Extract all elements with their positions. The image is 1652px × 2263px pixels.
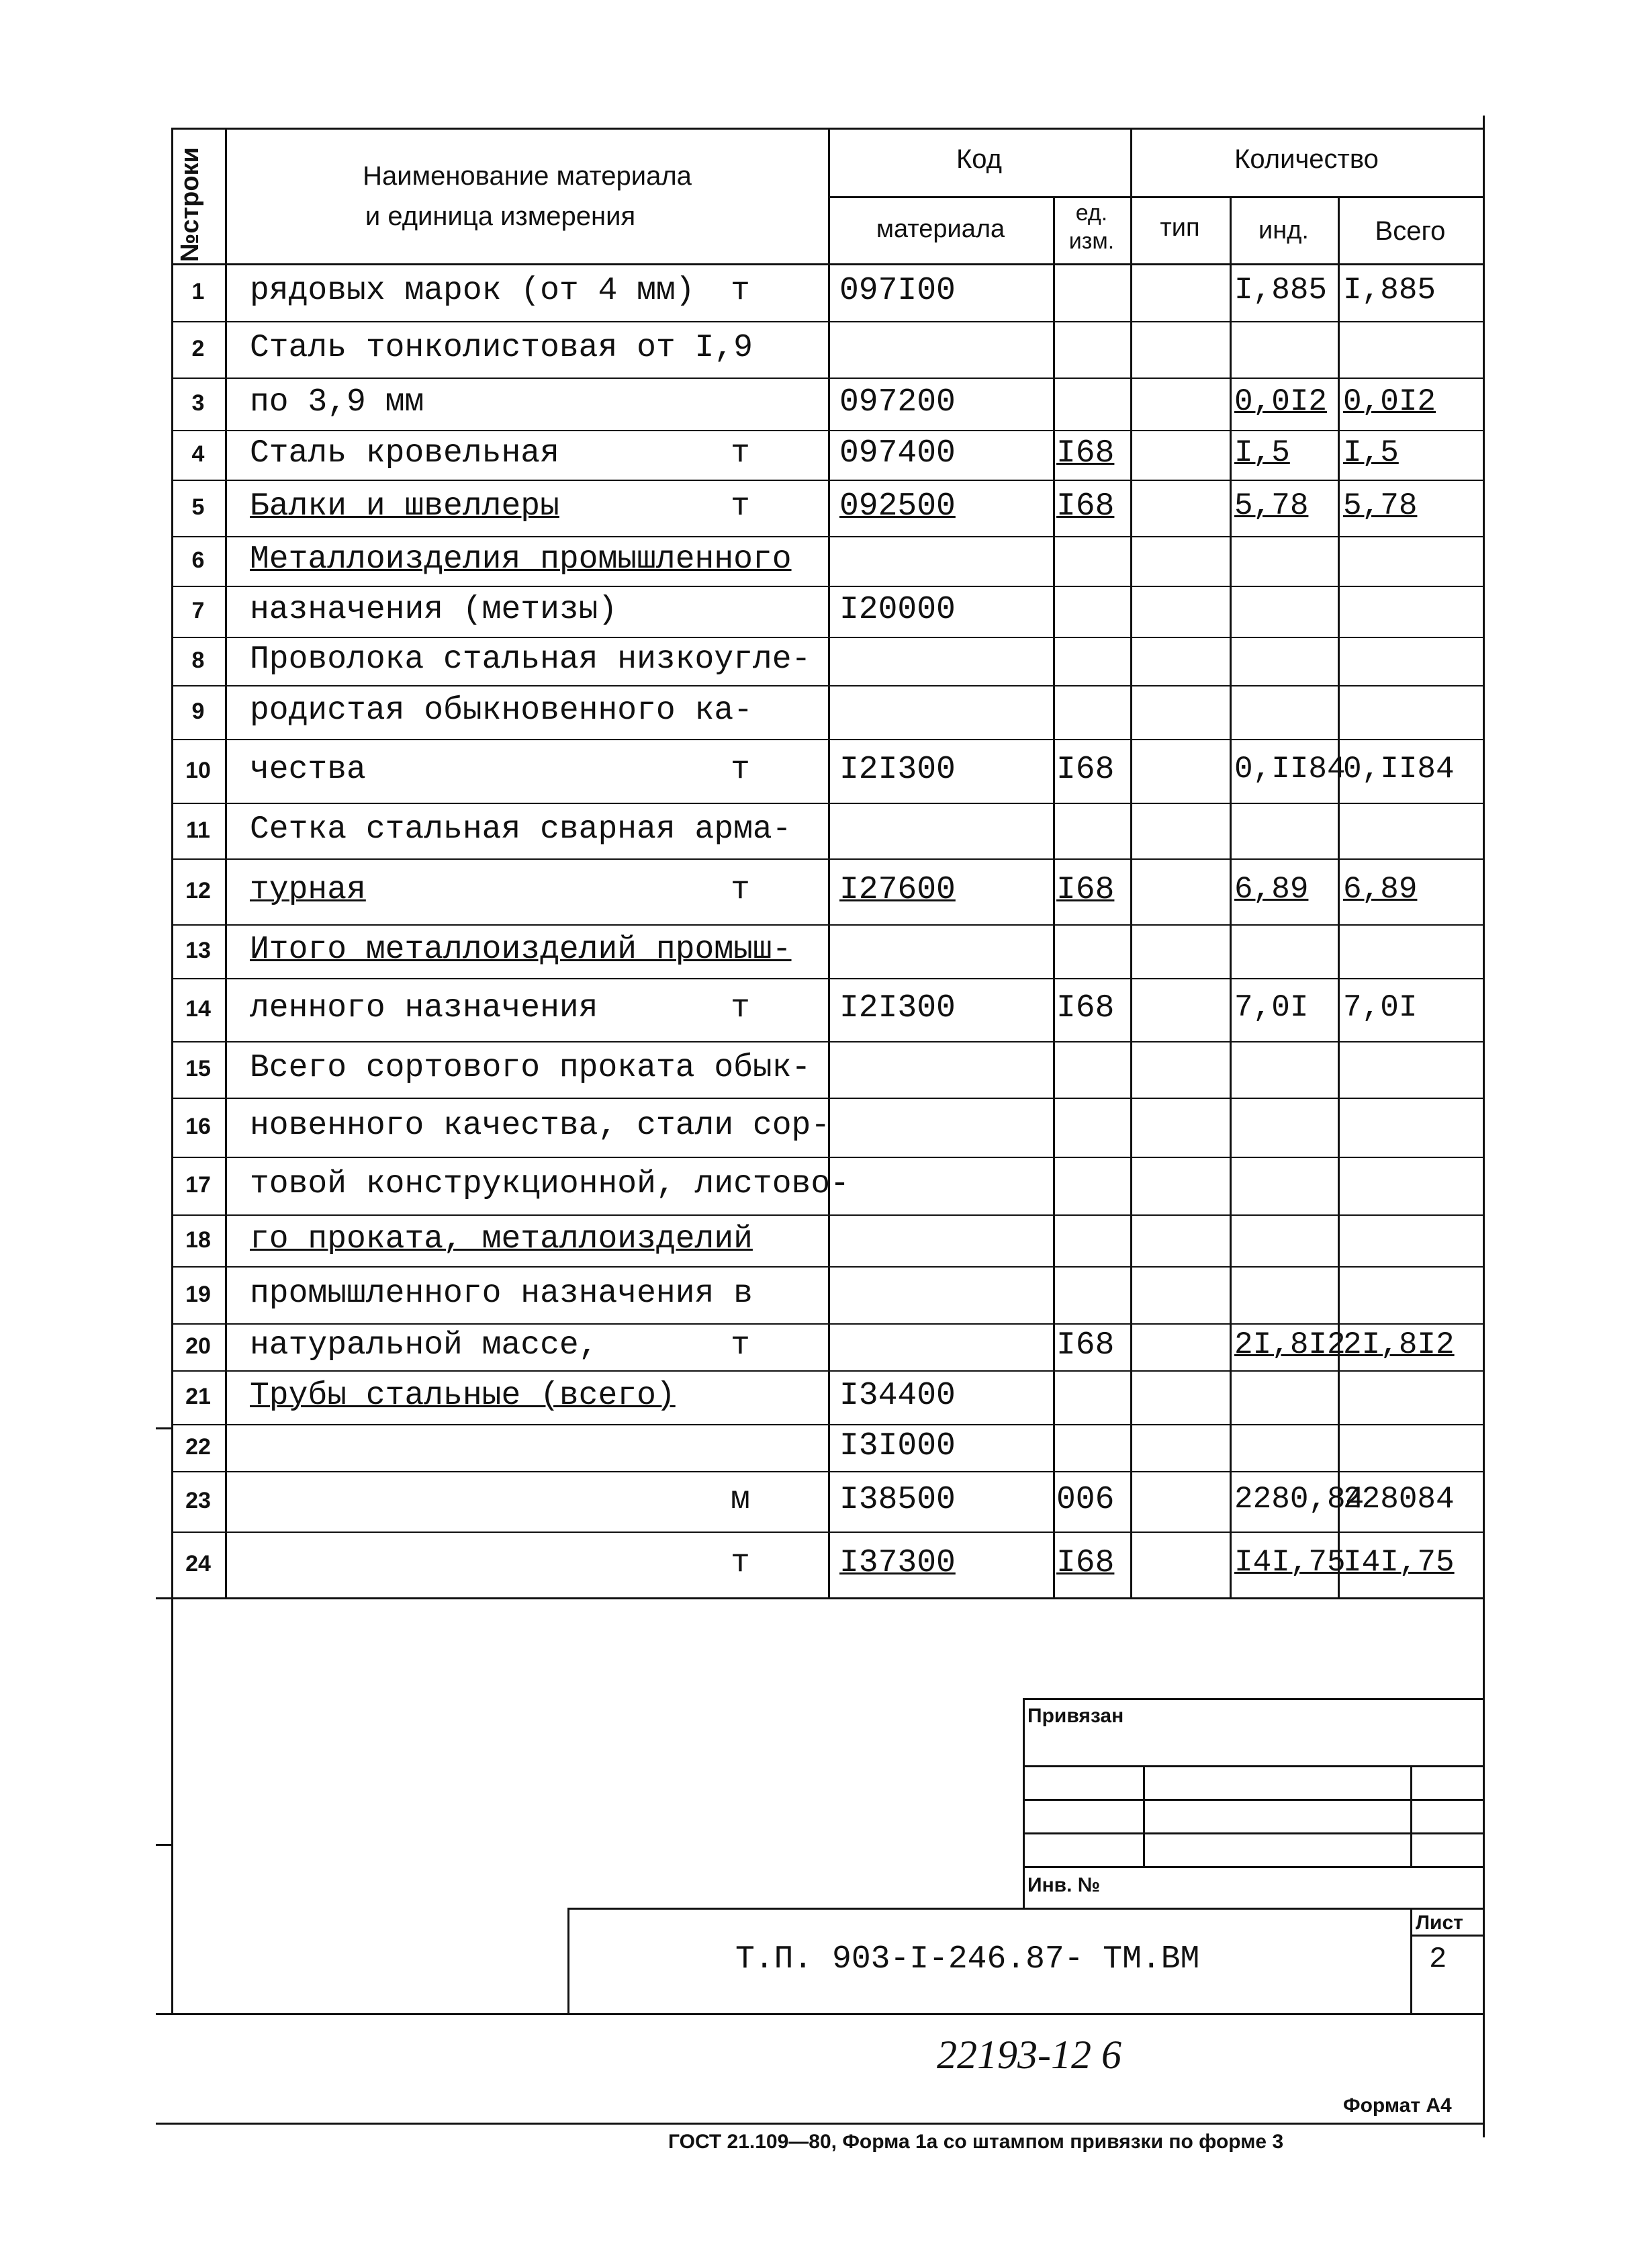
row-number: 11 — [186, 817, 210, 843]
unit-code-header-line2: изм. — [1068, 228, 1115, 254]
cell-uc: I68 — [1056, 990, 1115, 1026]
cell-ind: 2I,8I2 — [1234, 1327, 1346, 1362]
cell-total: 2I,8I2 — [1343, 1327, 1455, 1362]
row-number: 23 — [185, 1488, 211, 1513]
cell-name: чества — [250, 752, 366, 788]
cell-name: Всего сортового проката обык- — [250, 1050, 811, 1086]
cell-name: товой конструкционной, листово- — [250, 1166, 850, 1202]
privyazan-label: Привязан — [1027, 1705, 1124, 1727]
row-number: 21 — [185, 1384, 211, 1409]
row-number-header: №строки — [176, 147, 204, 262]
row-number: 16 — [185, 1114, 211, 1139]
material-code-header: материала — [876, 215, 1005, 243]
quantity-header: Количество — [1234, 144, 1379, 174]
cell-name: родистая обыкновенного ка- — [250, 693, 753, 729]
cell-unit: т — [731, 1545, 750, 1581]
type-header: тип — [1160, 214, 1200, 242]
row-number: 4 — [191, 441, 205, 467]
cell-unit: т — [731, 488, 750, 525]
cell-ind: 2280,84 — [1234, 1482, 1365, 1517]
cell-unit: т — [731, 872, 750, 908]
cell-code: 097200 — [839, 384, 956, 420]
cell-name: турная — [250, 872, 366, 908]
total-header: Всего — [1375, 216, 1446, 246]
row-number: 17 — [185, 1172, 211, 1198]
cell-total: 5,78 — [1343, 488, 1418, 523]
row-number: 22 — [185, 1434, 211, 1460]
cell-code: I37300 — [839, 1545, 956, 1581]
cell-unit: т — [731, 1327, 750, 1364]
cell-total: 6,89 — [1343, 872, 1418, 907]
cell-ind: 0,0I2 — [1234, 384, 1328, 419]
row-number: 10 — [185, 758, 211, 783]
cell-uc: I68 — [1056, 435, 1115, 472]
cell-code: I27600 — [839, 872, 956, 908]
cell-code: 097I00 — [839, 273, 956, 309]
row-number: 14 — [185, 996, 211, 1022]
cell-code: I38500 — [839, 1482, 956, 1518]
row-number: 19 — [185, 1282, 211, 1307]
cell-ind: I4I,75 — [1234, 1545, 1346, 1580]
row-number: 13 — [185, 938, 211, 963]
ind-header: инд. — [1258, 216, 1309, 245]
sheet-number: 2 — [1429, 1943, 1447, 1976]
cell-uc: I68 — [1056, 1545, 1115, 1581]
row-number: 1 — [191, 279, 205, 304]
row-number: 7 — [191, 598, 205, 623]
cell-ind: I,5 — [1234, 435, 1290, 470]
cell-name: Сетка стальная сварная арма- — [250, 811, 792, 848]
cell-name: промышленного назначения в — [250, 1276, 753, 1312]
row-number: 18 — [185, 1227, 211, 1253]
cell-name: Металлоизделия промышленного — [250, 541, 792, 578]
cell-uc: I68 — [1056, 488, 1115, 525]
cell-total: 228084 — [1343, 1482, 1455, 1517]
row-number: 2 — [191, 336, 205, 361]
row-number: 9 — [191, 699, 205, 724]
cell-code: I2I300 — [839, 990, 956, 1026]
cell-name: Итого металлоизделий промыш- — [250, 932, 792, 968]
document-code: Т.П. 903-I-246.87- ТМ.ВМ — [735, 1941, 1200, 1978]
handwritten-number: 22193-12 6 — [937, 2033, 1121, 2077]
cell-total: I4I,75 — [1343, 1545, 1455, 1580]
name-header-line2: и единица измерения — [365, 202, 636, 231]
cell-ind: 6,89 — [1234, 872, 1309, 907]
cell-unit: т — [731, 752, 750, 788]
cell-name: ленного назначения — [250, 990, 598, 1026]
cell-ind: 5,78 — [1234, 488, 1309, 523]
sheet-label: Лист — [1416, 1912, 1463, 1934]
row-number: 3 — [191, 390, 205, 416]
inventory-number-label: Инв. № — [1027, 1874, 1101, 1896]
code-header: Код — [956, 144, 1002, 174]
cell-name: по 3,9 мм — [250, 384, 424, 420]
cell-ind: 7,0I — [1234, 990, 1309, 1025]
gost-footer: ГОСТ 21.109—80, Форма 1а со штампом привязки по форме 3 — [668, 2131, 1284, 2153]
row-number: 12 — [185, 878, 211, 903]
cell-uc: 006 — [1056, 1482, 1115, 1518]
cell-unit: т — [731, 435, 750, 472]
row-number: 6 — [191, 547, 205, 573]
cell-code: I2I300 — [839, 752, 956, 788]
cell-total: 0,0I2 — [1343, 384, 1436, 419]
cell-code: I20000 — [839, 592, 956, 628]
cell-uc: I68 — [1056, 872, 1115, 908]
cell-ind: 0,II84 — [1234, 752, 1346, 787]
cell-name: го проката, металлоизделий — [250, 1221, 753, 1257]
row-number: 5 — [191, 494, 205, 520]
row-number: 15 — [185, 1056, 211, 1081]
cell-ind: I,885 — [1234, 273, 1328, 308]
cell-name: рядовых марок (от 4 мм) — [250, 273, 695, 309]
format-label: Формат А4 — [1343, 2094, 1452, 2117]
cell-total: 0,II84 — [1343, 752, 1455, 787]
cell-uc: I68 — [1056, 752, 1115, 788]
row-number: 24 — [185, 1551, 211, 1577]
cell-unit: т — [731, 990, 750, 1026]
cell-name: Сталь кровельная — [250, 435, 559, 472]
cell-code: 097400 — [839, 435, 956, 472]
cell-total: I,885 — [1343, 273, 1436, 308]
cell-name: Трубы стальные (всего) — [250, 1378, 676, 1414]
cell-name: назначения (метизы) — [250, 592, 618, 628]
cell-uc: I68 — [1056, 1327, 1115, 1364]
cell-code: I3I000 — [839, 1428, 956, 1464]
cell-unit: т — [731, 273, 750, 309]
cell-code: I34400 — [839, 1378, 956, 1414]
cell-unit: м — [731, 1482, 750, 1518]
cell-total: 7,0I — [1343, 990, 1418, 1025]
row-number: 20 — [185, 1333, 211, 1359]
name-header-line1: Наименование материала — [363, 161, 692, 191]
cell-name: натуральной массе, — [250, 1327, 598, 1364]
unit-code-header-line1: ед. — [1075, 200, 1108, 226]
cell-name: Проволока стальная низкоугле- — [250, 641, 811, 678]
cell-total: I,5 — [1343, 435, 1399, 470]
cell-name: новенного качества, стали сор- — [250, 1108, 831, 1144]
cell-code: 092500 — [839, 488, 956, 525]
cell-name: Сталь тонколистовая от I,9 — [250, 330, 753, 366]
row-number: 8 — [191, 648, 205, 673]
cell-name: Балки и швеллеры — [250, 488, 559, 525]
